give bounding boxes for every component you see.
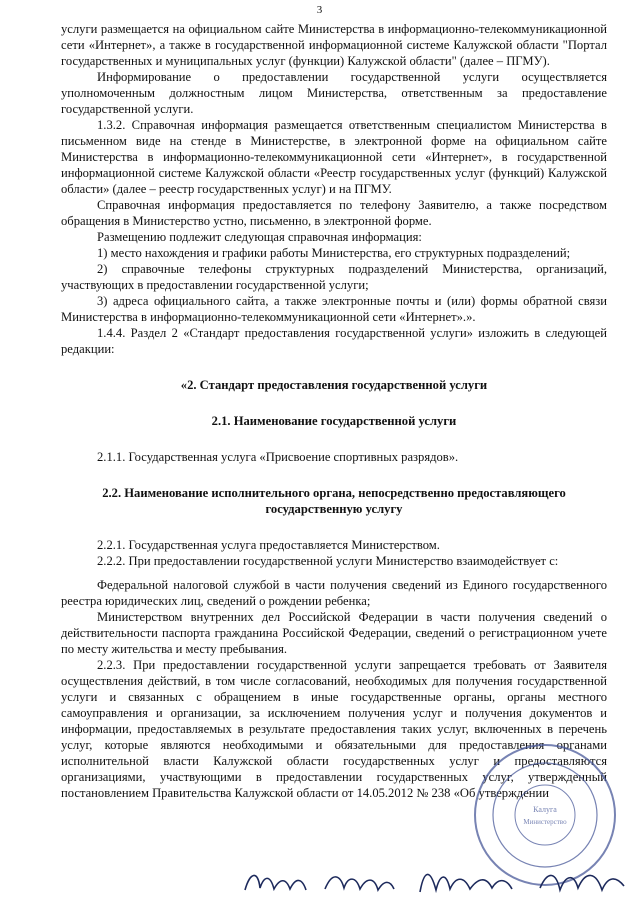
paragraph: услуги размещается на официальном сайте Министерства в информационно-телекоммуникационной сети «Интернет», а также в государственной информационной системе Калужской области "Портал государственных и муниципальных услуг (функции) Калужской области" (далее – ПГМУ). — [61, 22, 607, 68]
svg-text:Калуга: Калуга — [533, 805, 557, 814]
paragraph: Министерством внутренних дел Российской Федерации в части получения сведений о действительности паспорта гражданина Российской Федерации, сведений о регистрационном учете по месту жительства и месту пребывания. — [61, 610, 607, 656]
paragraph: 2.2.2. При предоставлении государственной услуги Министерство взаимодействует с: — [97, 554, 559, 568]
list-item: 2) справочные телефоны структурных подразделений Министерства, организаций, участвующих в предоставлении государственной услуги; — [61, 262, 607, 292]
section-heading: «2. Стандарт предоставления государственной услуги — [180, 378, 488, 392]
subsection-heading: 2.2. Наименование исполнительного органа, непосредственно предоставляющего государственную услугу — [102, 486, 566, 516]
list-item: 1) место нахождения и графики работы Министерства, его структурных подразделений; — [97, 246, 571, 260]
page-number: 3 — [316, 4, 323, 16]
svg-text:Министерство: Министерство — [523, 818, 567, 826]
paragraph: Размещению подлежит следующая справочная информация: — [97, 230, 422, 244]
paragraph: 2.2.1. Государственная услуга предоставляется Министерством. — [97, 538, 440, 552]
list-item: 3) адреса официального сайта, а также электронные почты и (или) формы обратной связи Министерства в информационно-телекоммуникационной сети «Интернет».». — [61, 294, 607, 324]
paragraph: 2.1.1. Государственная услуга «Присвоение спортивных разрядов». — [97, 450, 459, 464]
paragraph: Справочная информация предоставляется по телефону Заявителю, а также посредством обращения в Министерство устно, письменно, в электронной форме. — [61, 198, 607, 228]
paragraph: 2.2.3. При предоставлении государственной услуги запрещается требовать от Заявителя осуществления действий, в том числе согласований, необходимых для получения государственной услуги и связанных с обращением в иные государственные органы, органы местного самоуправления и организации, за исключением получения услуг и получения документов и информации, предоставляемых в результате предоставления таких услуг, включенных в перечень услуг, которые являются необходимыми и обязательными для предоставления органами исполнительной власти Калужской области государственных услуг и предоставляются организациями, участвующими в предоставлении государственных услуг, утвержденный постановлением Правительства Калужской области от 14.05.2012 № 238 «Об утверждении — [61, 658, 607, 800]
document-body — [61, 21, 607, 801]
paragraph: 1.3.2. Справочная информация размещается ответственным специалистом Министерства в письменном виде на стенде в Министерстве, в электронной форме на официальном сайте Министерства в информационно-телекоммуникационной сети «Интернет», в государственной информационной системе Калужской области «Реестр государственных услуг (функций) Калужской области» (далее – реестр государственных услуг) и на ПГМУ. — [61, 118, 607, 196]
handwritten-signature — [240, 862, 630, 902]
paragraph: Информирование о предоставлении государственной услуги осуществляется уполномоченным должностным лицом Министерства, ответственным за предоставление государственной услуги. — [61, 70, 607, 116]
paragraph: 1.4.4. Раздел 2 «Стандарт предоставления государственной услуги» изложить в следующей редакции: — [61, 326, 607, 356]
paragraph: Федеральной налоговой службой в части получения сведений из Единого государственного реестра юридических лиц, сведений о рождении ребенка; — [61, 578, 607, 608]
subsection-heading: 2.1. Наименование государственной услуги — [211, 414, 457, 428]
